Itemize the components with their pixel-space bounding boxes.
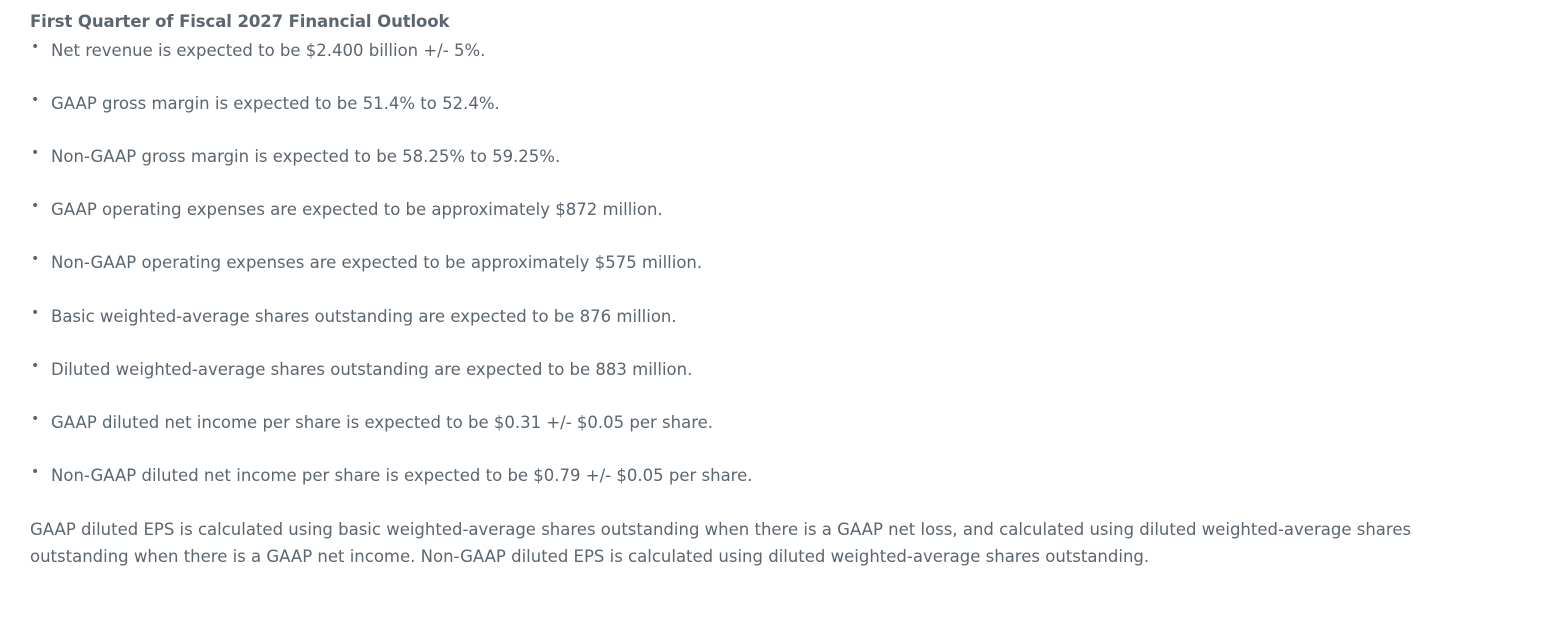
- list-item: • Diluted weighted-average shares outstanding are expected to be 883 million.: [30, 358, 1514, 381]
- list-item: • Non-GAAP diluted net income per share is expected to be $0.79 +/- $0.05 per share.: [30, 464, 1514, 487]
- list-item: • Net revenue is expected to be $2.400 billion +/- 5%.: [30, 39, 1514, 62]
- list-item: • GAAP diluted net income per share is expected to be $0.31 +/- $0.05 per share.: [30, 411, 1514, 434]
- list-item: • Non-GAAP gross margin is expected to be 58.25% to 59.25%.: [30, 145, 1514, 168]
- page-title: First Quarter of Fiscal 2027 Financial Outlook: [30, 12, 450, 31]
- list-item: • GAAP operating expenses are expected to be approximately $872 million.: [30, 198, 1514, 221]
- eps-footnote: GAAP diluted EPS is calculated using basic weighted-average shares outstanding when there is a GAAP net loss, and calculated using diluted weighted-average shares outstanding when there is a GAAP net income. Non-GAAP diluted EPS is calculated using diluted weighted-average shares outstanding.: [30, 519, 1412, 566]
- list-item: • GAAP gross margin is expected to be 51.4% to 52.4%.: [30, 92, 1514, 115]
- list-item: • Non-GAAP operating expenses are expected to be approximately $575 million.: [30, 251, 1514, 274]
- list-item: • Basic weighted-average shares outstanding are expected to be 876 million.: [30, 305, 1514, 328]
- outlook-bullet-list: [30, 39, 1514, 487]
